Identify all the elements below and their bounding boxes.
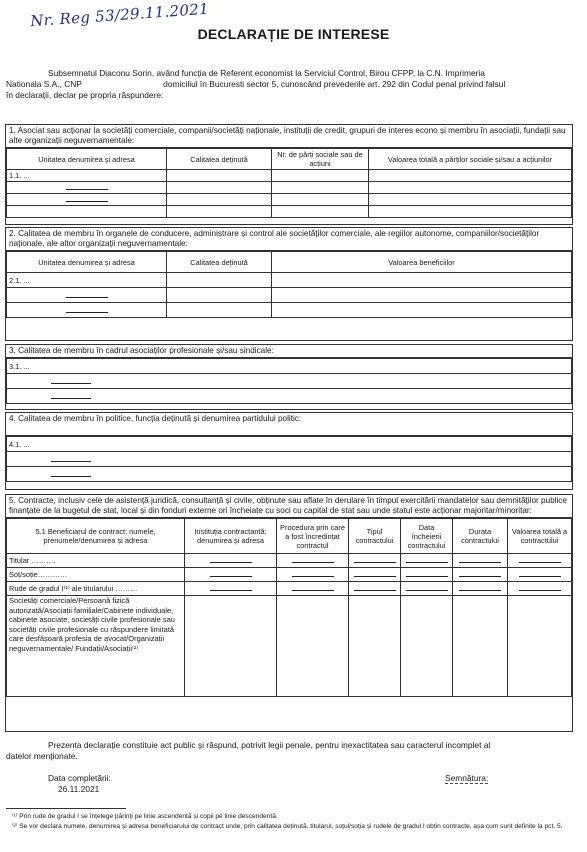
statement-line-1: Prezenta declarație constituie act public și răspund, potrivit legii penale, pentru inexactitatea sau caracterul incomplet al (48, 740, 491, 750)
column-header: Tipul contractului (349, 519, 401, 554)
footnote-2: ⁽²⁾ Se vor declara numele, denumirea și adresa beneficiarului de contract unde, prin calitatea deținută, titularul, soțul/soția și rudele de gradul I obțin contracte, așa cum sunt definite la pct. 5. (12, 823, 563, 830)
table-row (7, 359, 572, 374)
section-2-heading: 2. Calitatea de membru în organele de conducere, administrare și control ale societăților comerciale, ale regiilor autonome, companiilor/societăților naționale, ale altor organizații neguvernamentale: (6, 228, 572, 251)
row-label: Societăți comerciale/Persoană fizică autorizată/Asociații familiale/Cabinete individuale, cabinete asociate, societăți civile profesionale sau societăți civile profesionale cu răspundere limitată care desfășoară profesia de avocat/Organizații neguvernamentale/ Fundații/Asociații⁽²⁾ (7, 596, 185, 697)
column-header: Instituția contractantă: denumirea și adresa (185, 519, 277, 554)
column-header: Data încheierii contractului (401, 519, 453, 554)
blank-dash (354, 585, 396, 591)
intro-paragraph (6, 68, 574, 101)
section-5-contracts (5, 494, 573, 732)
section-1-heading: 1. Asociat sau acționar la societăți comerciale, companii/societăți naționale, instituții de credit, grupuri de interes econo și membru în asociații, fundații sau alte organizații neguvernamentale: (6, 125, 572, 148)
table-row (7, 170, 572, 182)
blank-dash (51, 471, 91, 477)
blank-dash (292, 557, 334, 563)
table-row (7, 206, 572, 218)
row-label: 4.1. ... (7, 437, 572, 452)
table-row (7, 288, 572, 303)
column-header: Unitatea denumirea și adresa (7, 252, 167, 273)
row-label: Titular ………. (7, 554, 185, 568)
blank-dash (519, 585, 561, 591)
page-title: DECLARAȚIE DE INTERESE (197, 26, 390, 42)
blank-dash (210, 585, 252, 591)
section-4-heading: 4. Calitatea de membru în politice, funcția deținută și denumirea partidului politic: (6, 413, 572, 436)
table-row (7, 467, 572, 482)
blank-dash (406, 571, 448, 577)
table-row (7, 374, 572, 389)
row-label: Rude de gradul I⁽¹⁾ ale titularului ……… (7, 582, 185, 596)
section-5-table (6, 518, 572, 697)
completion-date-label: Data completării: (48, 773, 111, 783)
column-header: 5.1 Beneficiarul de contract: numele, prenumele/denumirea și adresa (7, 519, 185, 554)
table-row (7, 389, 572, 404)
blank-dash (210, 571, 252, 577)
blank-dash (406, 557, 448, 563)
signature-label: Semnătura: (445, 773, 489, 783)
statement-line-2: datelor menționate. (6, 751, 78, 761)
column-header: Durata contractului (453, 519, 508, 554)
table-row (7, 452, 572, 467)
table-row (7, 554, 572, 568)
footnote-divider (6, 808, 126, 809)
blank-dash (51, 378, 91, 384)
table-row (7, 182, 572, 194)
blank-dash (66, 196, 108, 202)
blank-dash (51, 456, 91, 462)
completion-date (48, 773, 111, 795)
blank-dash (406, 585, 448, 591)
column-header: Procedura prin care a fost încredințat contractul (277, 519, 349, 554)
row-label: 1.1. ... (7, 170, 167, 182)
section-3-professional-associations (5, 344, 573, 410)
footnote-1: ⁽¹⁾ Prin rude de gradul I se înțelege părinți pe linie ascendentă și copii pe linie descendentă. (12, 813, 278, 820)
blank-dash (459, 557, 501, 563)
row-label: 3.1. ... (7, 359, 572, 374)
table-row (7, 437, 572, 452)
blank-dash (354, 557, 396, 563)
completion-date-value: 26.11.2021 (58, 784, 100, 794)
section-2-management-roles (5, 227, 573, 341)
blank-dash (292, 571, 334, 577)
column-header: Calitatea deținută (167, 252, 272, 273)
blank-dash (519, 571, 561, 577)
section-1-shareholdings (5, 124, 573, 225)
row-label: 2.1. ... (7, 273, 167, 288)
intro-line-2: Nationala S.A., CNP domiciliul în Bucuresti sector 5, cunoscând prevederile art. 292 din Codul penal privind falsul (6, 79, 506, 89)
column-header: Calitatea deținută (167, 149, 272, 170)
column-header: Nr. de părți sociale sau de acțiuni (272, 149, 369, 170)
section-3-table (6, 358, 572, 404)
table-row (7, 582, 572, 596)
blank-dash (66, 292, 108, 298)
table-row (7, 596, 572, 697)
section-1-table (6, 148, 572, 218)
column-header: Valoarea totală a contractului (508, 519, 572, 554)
table-row (7, 194, 572, 206)
blank-dash (51, 393, 91, 399)
table-row (7, 303, 572, 318)
section-4-table (6, 436, 572, 482)
section-2-table (6, 251, 572, 318)
section-3-heading: 3. Calitatea de membru în cadrul asociaților profesionale și/sau sindicale: (6, 345, 572, 358)
column-header: Valoarea beneficiilor (272, 252, 572, 273)
intro-line-3: în declarații, declar pe propria răspundere: (6, 90, 164, 100)
section-4-political-membership (5, 412, 573, 490)
blank-dash (66, 184, 108, 190)
blank-dash (66, 307, 108, 313)
column-header: Unitatea denumirea și adresa (7, 149, 167, 170)
table-row (7, 568, 572, 582)
column-header: Valoarea totală a părților sociale și/sau a acțiunilor (369, 149, 572, 170)
blank-dash (354, 571, 396, 577)
legal-statement (6, 740, 578, 762)
blank-dash (292, 585, 334, 591)
row-label: Soț/soție………… (7, 568, 185, 582)
blank-dash (459, 585, 501, 591)
intro-line-1: Subsemnatul Diaconu Sorin, având funcția de Referent economist la Serviciul Control, Birou CFPP, la C.N. Imprimeria (48, 68, 485, 78)
table-row (7, 273, 572, 288)
blank-dash (519, 557, 561, 563)
blank-dash (210, 557, 252, 563)
registration-number-handwritten: Nr. Reg 53/29.11.2021 (29, 0, 210, 31)
section-5-heading: 5. Contracte, inclusiv cele de asistență juridică, consultanță și civile, obținute sau aflate în derulare în timpul exercitării mandatelor sau demnităților publice finanțate de la bugetul de stat, local și din fonduri externe ori încheiate cu soci cu capital de stat sau unde statul este acționar majoritar/minoritar: (6, 495, 572, 518)
blank-dash (459, 571, 501, 577)
